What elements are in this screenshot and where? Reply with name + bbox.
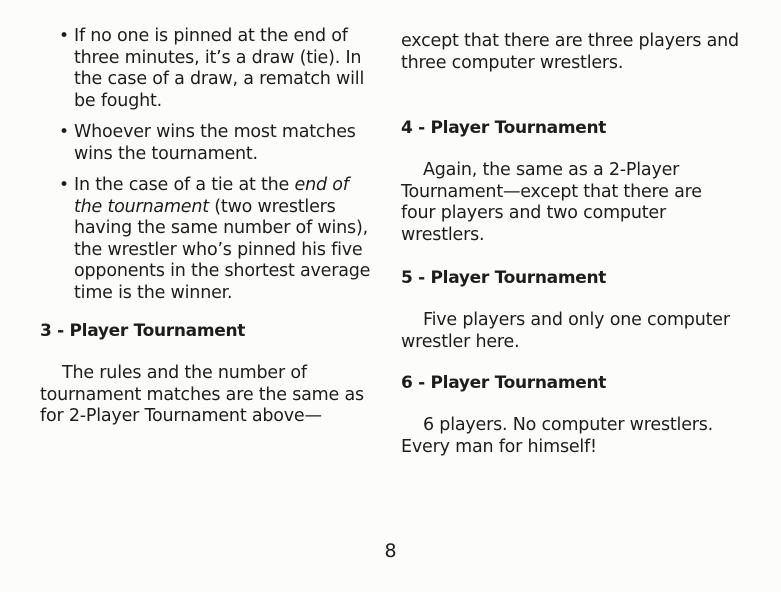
list-item bbox=[40, 26, 376, 112]
right-column bbox=[401, 26, 741, 458]
heading-6-player: 6 - Player Tournament bbox=[401, 373, 607, 393]
rule-tiebreak bbox=[74, 175, 376, 304]
left-column bbox=[40, 26, 376, 428]
bullet-icon: • bbox=[59, 122, 69, 142]
heading-5-player: 5 - Player Tournament bbox=[401, 268, 607, 288]
list-item bbox=[40, 175, 376, 304]
heading-4-player: 4 - Player Tournament bbox=[401, 118, 607, 138]
rule-draw: If no one is pinned at the end of three minutes, it’s a draw (tie). In the case of a draw, a rematch will be fought. bbox=[74, 26, 365, 111]
heading-3-player: 3 - Player Tournament bbox=[40, 321, 246, 341]
paragraph-3-player-continued: except that there are three players and three computer wrestlers. bbox=[401, 31, 739, 73]
page-number: 8 bbox=[384, 540, 397, 562]
list-item bbox=[40, 122, 376, 165]
bullet-icon: • bbox=[59, 26, 69, 46]
rule-tiebreak-start: In the case of a tie at the bbox=[74, 175, 295, 195]
rule-most-wins: Whoever wins the most matches wins the tournament. bbox=[74, 122, 356, 164]
paragraph-6-player: 6 players. No computer wrestlers. Every man for himself! bbox=[401, 415, 714, 457]
rule-tiebreak-emphasis: end of the tournament bbox=[74, 175, 349, 217]
rule-tiebreak-end: (two wrestlers having the same number of wins), the wrestler who’s pinned his five opponents in the shortest average time is the winner. bbox=[74, 196, 371, 303]
paragraph-3-player: The rules and the number of tournament matches are the same as for 2-Player Tournament above— bbox=[40, 363, 364, 426]
paragraph-5-player: Five players and only one computer wrestler here. bbox=[401, 310, 730, 352]
rules-list bbox=[40, 26, 376, 304]
paragraph-4-player: Again, the same as a 2-Player Tournament—except that there are four players and two computer wrestlers. bbox=[401, 160, 702, 245]
bullet-icon: • bbox=[59, 175, 69, 195]
